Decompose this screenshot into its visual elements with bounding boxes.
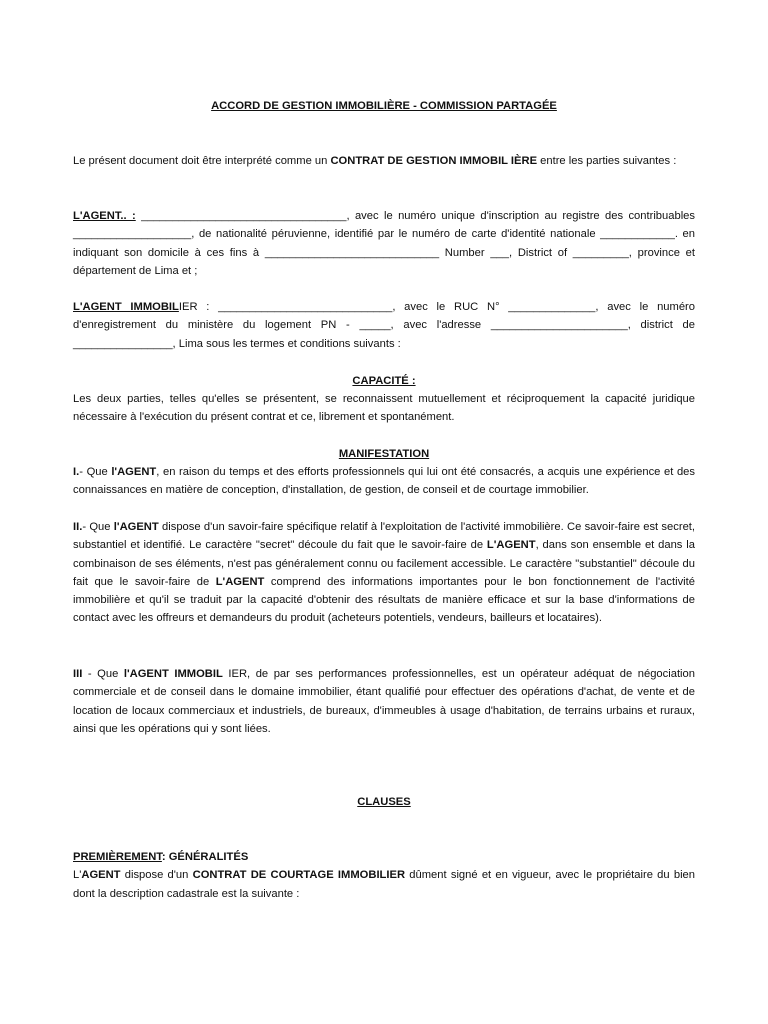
agent-term: AGENT [81,869,121,882]
contract-term: CONTRAT DE COURTAGE IMMOBILIER [192,869,406,882]
clause-text: dispose d'un [120,869,193,882]
point-text: comprend des informations importantes pour le bon fonctionnement de l'activité immobilière et qu'il se traduit par la capacité d'obtenir des résultats de manière efficace et sur la base d'informations de contact avec les offreurs et demandeurs du produit (acheteurs potentiels, vendeurs, bailleurs et locataires). [73,575,695,625]
point-text: IER, de par ses performances professionnelles, est un opérateur adéquat de négociation commerciale et de conseil dans le domaine immobilier, étant qualifié pour effectuer des opérations d'achat, de vente et de location de locaux commerciaux et industriels, de bureaux, d'immeubles à usage d'habitation, de terrains urbains et ruraux, ainsi que les opérations qui y sont liées. [73,668,695,735]
capacity-paragraph [73,390,695,427]
manifestation-heading: MANIFESTATION [338,448,430,460]
agency-party-paragraph [73,298,695,353]
agent-label: L'AGENT.. : [73,210,136,222]
agent-party-paragraph [73,207,695,280]
intro-text: Le présent document doit être interprété comme un [73,155,331,167]
point-text: - Que [82,521,114,533]
point-number: I. [73,466,80,478]
capacity-heading: CAPACITÉ : [352,375,416,387]
first-clause [73,848,695,903]
intro-text-end: entre les parties suivantes : [537,155,677,167]
clause-text: dûment signé et en vigueur, avec le propriétaire du bien dont la description cadastrale est la suivante : [73,869,696,900]
point-number: III [73,668,83,680]
agent-term: l'AGENT [111,466,157,478]
manifestation-point-3 [73,665,695,738]
intro-paragraph [73,152,695,170]
point-text: , en raison du temps et des efforts professionnels qui lui ont été consacrés, a acquis une expérience et des connaissances en matière de conception, d'installation, de gestion, de conseil et de courtage immobilier. [73,466,695,497]
point-number: II. [73,521,83,533]
agency-details: IER : ____________________________, avec le RUC N° ______________, avec le numéro d'enregistrement du ministère du logement PN - _____, avec l'adresse ______________________, district de ________________, Lima sous les termes et conditions suivants : [73,301,696,350]
clause-text: L' [73,869,82,882]
point-text: - Que [82,668,124,680]
clauses-heading: CLAUSES [357,796,411,808]
agent-term: l'AGENT [113,521,159,533]
agent-term: L'AGENT [486,539,536,552]
agent-details: _________________________________, avec le numéro unique d'inscription au registre des contribuables ___________________, de nationalité péruvienne, identifié par le numéro de carte d'identité nationale ____________. en indiquant son domicile à ces fins à ____________________________ Number ___, District of _________, province et département de Lima et ; [73,210,695,277]
agency-label: L'AGENT IMMOBIL [73,301,179,313]
point-text: dispose d'un savoir-faire spécifique relatif à l'exploitation de l'activité immobilière. Ce savoir-faire est secret, substantiel et identifié. Le caractère "secret" découle du fait que le savoir-faire de [73,521,696,552]
point-text: , dans son ensemble et dans la combinaison de ses éléments, n'est pas généralement connu ou facilement accessible. Le caractère "substantiel" découle du fait que le savoir-faire de [73,539,695,588]
point-text: - Que [79,466,112,478]
document-title: ACCORD DE GESTION IMMOBILIÈRE - COMMISSION PARTAGÉE [211,100,557,112]
manifestation-point-2 [73,518,695,628]
contract-name: CONTRAT DE GESTION IMMOBIL IÈRE [330,155,538,167]
agency-term: l'AGENT IMMOBIL [123,668,223,680]
agent-term: L'AGENT [215,575,265,588]
clause-label: PREMIÈREMENT [73,851,162,863]
manifestation-point-1 [73,463,695,500]
capacity-text: Les deux parties, telles qu'elles se présentent, se reconnaissent mutuellement et réciproquement la capacité juridique nécessaire à l'exécution du présent contrat et ce, librement et spontanément. [73,393,695,424]
clause-title: : GÉNÉRALITÉS [161,851,249,863]
